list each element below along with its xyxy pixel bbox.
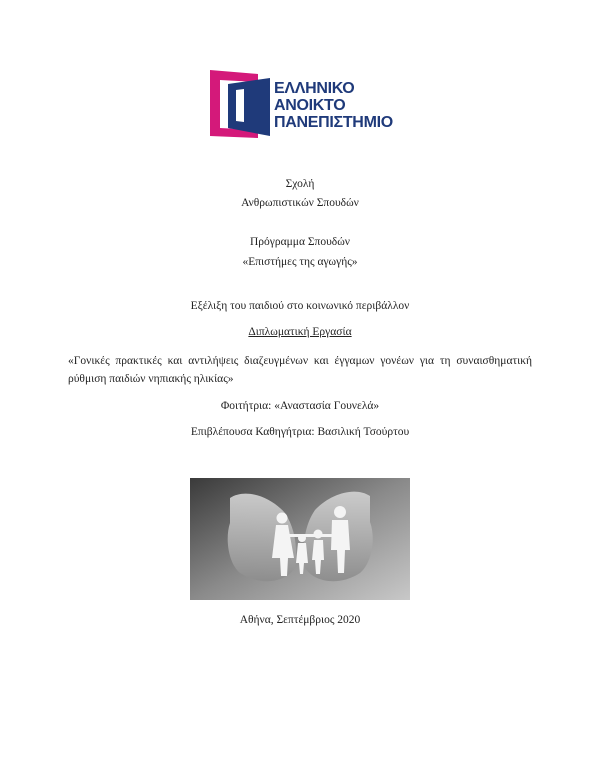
university-logo [210,70,400,140]
university-name [274,80,393,131]
logo-line-3: ΠΑΝΕΠΙΣΤΗΜΙΟ [274,114,393,131]
school-label: Σχολή [285,178,315,190]
logo-line-1: ΕΛΛΗΝΙΚΟ [274,80,355,97]
supervisor-name: Επιβλέπουσα Καθηγήτρια: Βασιλική Τσούρτου [190,426,410,438]
student-name: Φοιτήτρια: «Αναστασία Γουνελά» [220,400,380,412]
logo-line-2: ΑΝΟΙΚΤΟ [274,97,346,114]
school-name: Ανθρωπιστικών Σπουδών [241,197,359,209]
university-logo-mark [210,70,270,140]
date-place: Αθήνα, Σεπτέμβριος 2020 [239,614,361,626]
document-type: Διπλωματική Εργασία [248,326,352,338]
cover-photo [190,478,410,600]
thesis-title: «Γονικές πρακτικές και αντιλήψεις διαζευγμένων και έγγαμων γονέων για τη συναισθηματική ρύθμιση παιδιών νηπιακής ηλικίας» [68,355,532,385]
specialization: Εξέλιξη του παιδιού στο κοινωνικό περιβάλλον [190,300,410,312]
logo-navy-shape [228,78,270,136]
program-label: Πρόγραμμα Σπουδών [249,236,350,248]
program-name: «Επιστήμες της αγωγής» [242,256,358,268]
